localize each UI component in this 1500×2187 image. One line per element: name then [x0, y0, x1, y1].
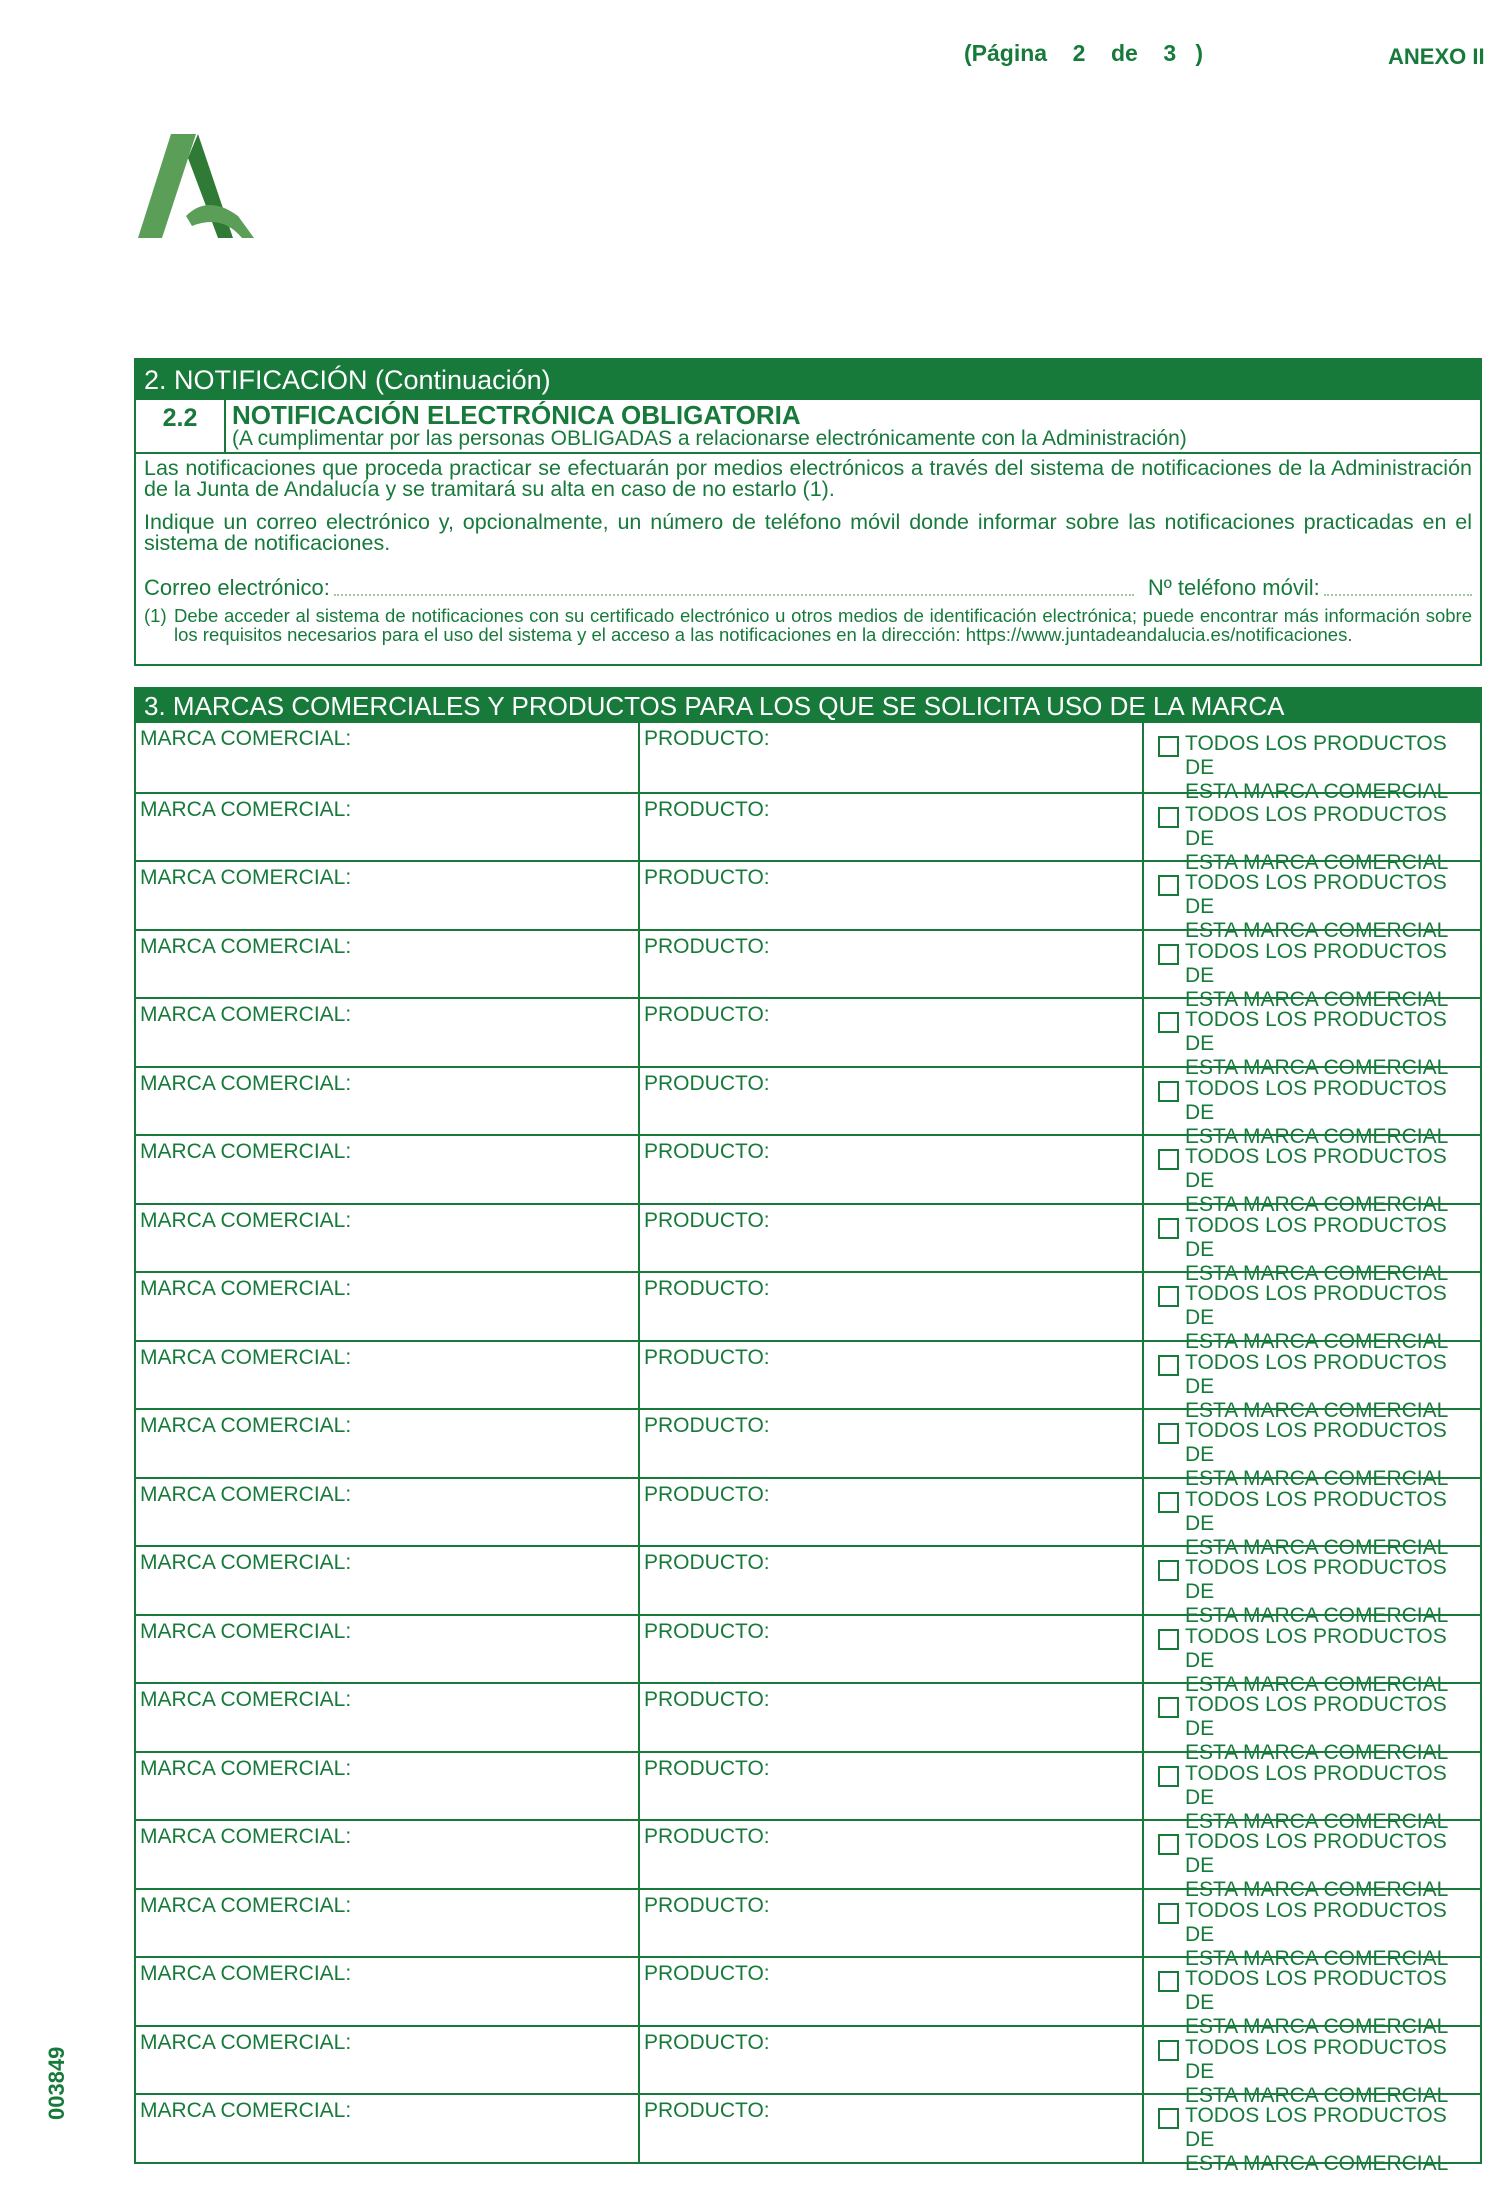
page-prefix: (Página [964, 40, 1048, 66]
brand-field[interactable] [136, 1410, 640, 1477]
table-row [136, 929, 1480, 1011]
all-products-label: TODOS LOS PRODUCTOS DE ESTA MARCA COMERCIAL [1185, 2035, 1449, 2107]
product-label: PRODUCTO: [644, 727, 770, 750]
email-label: Correo electrónico: [144, 575, 330, 600]
all-products-checkbox[interactable] [1158, 807, 1179, 828]
section-2-header: 2. NOTIFICACIÓN (Continuación) [136, 360, 1480, 400]
all-products-option [1144, 1342, 1480, 1422]
product-label: PRODUCTO: [644, 1277, 770, 1300]
all-products-option [1144, 1479, 1480, 1559]
all-products-option [1144, 999, 1480, 1079]
product-field[interactable] [640, 1958, 1144, 2025]
product-field[interactable] [640, 1547, 1144, 1614]
subsection-2-2 [136, 400, 1480, 454]
all-products-option [1144, 1068, 1480, 1148]
all-products-option [1144, 1958, 1480, 2038]
all-products-checkbox[interactable] [1158, 944, 1179, 965]
product-label: PRODUCTO: [644, 1414, 770, 1437]
brand-field[interactable] [136, 1958, 640, 2025]
subsection-description: (A cumplimentar por las personas OBLIGADAS a relacionarse electrónicamente con la Administración) [232, 427, 1187, 450]
notification-paragraph-1: Las notificaciones que proceda practicar se efectuarán por medios electrónicos a través del sistema de notificaciones de la Administración de la Junta de Andalucía y se tramitará su alta en caso de no estarlo (1). [144, 456, 1472, 501]
product-field[interactable] [640, 1273, 1144, 1340]
all-products-checkbox[interactable] [1158, 1081, 1179, 1102]
table-row [136, 860, 1480, 942]
product-field[interactable] [640, 1205, 1144, 1272]
product-label: PRODUCTO: [644, 1140, 770, 1163]
product-label: PRODUCTO: [644, 797, 770, 821]
brand-label: MARCA COMERCIAL: [140, 2030, 352, 2054]
section-3-header: 3. MARCAS COMERCIALES Y PRODUCTOS PARA LOS QUE SE SOLICITA USO DE LA MARCA [136, 689, 1480, 723]
brand-label: MARCA COMERCIAL: [140, 1756, 352, 1780]
brand-field[interactable] [136, 1479, 640, 1546]
product-label: PRODUCTO: [644, 1756, 770, 1780]
product-field[interactable] [640, 1479, 1144, 1546]
product-field[interactable] [640, 1136, 1144, 1203]
brand-label: MARCA COMERCIAL: [140, 1688, 352, 1711]
all-products-option [1144, 1205, 1480, 1285]
all-products-label: TODOS LOS PRODUCTOS DE ESTA MARCA COMERCIAL [1185, 732, 1449, 803]
all-products-checkbox[interactable] [1158, 1834, 1179, 1855]
all-products-label: TODOS LOS PRODUCTOS DE ESTA MARCA COMERCIAL [1185, 1967, 1449, 2038]
phone-field[interactable] [1324, 594, 1472, 596]
brand-field[interactable] [136, 1342, 640, 1409]
all-products-checkbox[interactable] [1158, 1766, 1179, 1787]
all-products-checkbox[interactable] [1158, 1149, 1179, 1170]
table-row [136, 2093, 1480, 2175]
product-label: PRODUCTO: [644, 1962, 770, 1985]
all-products-checkbox[interactable] [1158, 1423, 1179, 1444]
product-field[interactable] [640, 931, 1144, 998]
product-field[interactable] [640, 2027, 1144, 2094]
table-row [136, 1545, 1480, 1627]
section-brands-products [134, 687, 1482, 2175]
all-products-checkbox[interactable] [1158, 1560, 1179, 1581]
brand-label: MARCA COMERCIAL: [140, 866, 352, 889]
all-products-checkbox[interactable] [1158, 1218, 1179, 1239]
all-products-option [1144, 723, 1480, 803]
table-row [136, 2025, 1480, 2107]
brand-label: MARCA COMERCIAL: [140, 1414, 352, 1437]
footnote [144, 606, 1472, 644]
email-field[interactable] [334, 594, 1134, 596]
brand-field[interactable] [136, 2027, 640, 2094]
product-field[interactable] [640, 999, 1144, 1066]
all-products-label: TODOS LOS PRODUCTOS DE ESTA MARCA COMERCIAL [1185, 1350, 1449, 1422]
page-suffix: ) [1195, 40, 1204, 66]
table-row [136, 997, 1480, 1079]
brand-product-table [136, 723, 1480, 2175]
brand-label: MARCA COMERCIAL: [140, 1140, 352, 1163]
all-products-label: TODOS LOS PRODUCTOS DE ESTA MARCA COMERCIAL [1185, 871, 1449, 942]
brand-field[interactable] [136, 1890, 640, 1957]
table-row [136, 1271, 1480, 1353]
footnote-mark: (1) [144, 605, 167, 626]
product-label: PRODUCTO: [644, 1619, 770, 1643]
product-label: PRODUCTO: [644, 934, 770, 958]
brand-label: MARCA COMERCIAL: [140, 1071, 352, 1095]
product-field[interactable] [640, 1890, 1144, 1957]
brand-field[interactable] [136, 2095, 640, 2162]
notification-paragraph-2: Indique un correo electrónico y, opcionalmente, un número de teléfono móvil donde informar sobre las notificaciones practicadas en el sistema de notificaciones. [144, 510, 1472, 555]
all-products-option [1144, 1616, 1480, 1696]
junta-andalucia-logo [138, 134, 254, 240]
brand-label: MARCA COMERCIAL: [140, 1551, 352, 1574]
product-label: PRODUCTO: [644, 1208, 770, 1232]
all-products-label: TODOS LOS PRODUCTOS DE ESTA MARCA COMERCIAL [1185, 1419, 1449, 1490]
brand-field[interactable] [136, 1136, 640, 1203]
all-products-label: TODOS LOS PRODUCTOS DE ESTA MARCA COMERCIAL [1185, 1898, 1449, 1970]
brand-field[interactable] [136, 1753, 640, 1820]
product-field[interactable] [640, 1616, 1144, 1683]
page-of: de [1111, 40, 1138, 66]
brand-field[interactable] [136, 1547, 640, 1614]
product-field[interactable] [640, 1821, 1144, 1888]
all-products-label: TODOS LOS PRODUCTOS DE ESTA MARCA COMERCIAL [1185, 1556, 1449, 1627]
all-products-option [1144, 1684, 1480, 1764]
product-field[interactable] [640, 2095, 1144, 2162]
brand-label: MARCA COMERCIAL: [140, 1345, 352, 1369]
product-label: PRODUCTO: [644, 2099, 770, 2122]
brand-field[interactable] [136, 1273, 640, 1340]
page-current: 2 [1072, 40, 1086, 66]
brand-field[interactable] [136, 1068, 640, 1135]
product-field[interactable] [640, 862, 1144, 929]
all-products-option [1144, 1410, 1480, 1490]
brand-label: MARCA COMERCIAL: [140, 934, 352, 958]
all-products-checkbox[interactable] [1158, 875, 1179, 896]
all-products-option [1144, 1890, 1480, 1970]
all-products-checkbox[interactable] [1158, 1492, 1179, 1513]
brand-label: MARCA COMERCIAL: [140, 1619, 352, 1643]
all-products-label: TODOS LOS PRODUCTOS DE ESTA MARCA COMERCIAL [1185, 1076, 1449, 1148]
all-products-checkbox[interactable] [1158, 1286, 1179, 1307]
all-products-checkbox[interactable] [1158, 1012, 1179, 1033]
page-indicator [964, 40, 1203, 67]
all-products-checkbox[interactable] [1158, 2108, 1179, 2129]
brand-label: MARCA COMERCIAL: [140, 727, 352, 750]
table-row [136, 1340, 1480, 1422]
brand-label: MARCA COMERCIAL: [140, 1893, 352, 1917]
all-products-checkbox[interactable] [1158, 1971, 1179, 1992]
product-label: PRODUCTO: [644, 1688, 770, 1711]
product-label: PRODUCTO: [644, 1825, 770, 1848]
all-products-label: TODOS LOS PRODUCTOS DE ESTA MARCA COMERCIAL [1185, 1487, 1449, 1559]
all-products-label: TODOS LOS PRODUCTOS DE ESTA MARCA COMERCIAL [1185, 1145, 1449, 1216]
product-field[interactable] [640, 1753, 1144, 1820]
all-products-label: TODOS LOS PRODUCTOS DE ESTA MARCA COMERCIAL [1185, 1830, 1449, 1901]
brand-label: MARCA COMERCIAL: [140, 1482, 352, 1506]
table-row [136, 1203, 1480, 1285]
table-row [136, 1134, 1480, 1216]
product-field[interactable] [640, 1684, 1144, 1751]
all-products-label: TODOS LOS PRODUCTOS DE ESTA MARCA COMERCIAL [1185, 1693, 1449, 1764]
all-products-checkbox[interactable] [1158, 1903, 1179, 1924]
all-products-label: TODOS LOS PRODUCTOS DE ESTA MARCA COMERCIAL [1185, 1624, 1449, 1696]
all-products-label: TODOS LOS PRODUCTOS DE ESTA MARCA COMERCIAL [1185, 1213, 1449, 1285]
all-products-option [1144, 1547, 1480, 1627]
product-label: PRODUCTO: [644, 1551, 770, 1574]
table-row [136, 1614, 1480, 1696]
all-products-option [1144, 862, 1480, 942]
all-products-checkbox[interactable] [1158, 1629, 1179, 1650]
all-products-option [1144, 1273, 1480, 1353]
all-products-label: TODOS LOS PRODUCTOS DE ESTA MARCA COMERCIAL [1185, 1282, 1449, 1353]
brand-label: MARCA COMERCIAL: [140, 1962, 352, 1985]
all-products-checkbox[interactable] [1158, 2040, 1179, 2061]
product-field[interactable] [640, 1342, 1144, 1409]
table-row [136, 792, 1480, 874]
all-products-option [1144, 1821, 1480, 1901]
subsection-number: 2.2 [136, 400, 226, 452]
product-label: PRODUCTO: [644, 1003, 770, 1026]
section-notification [134, 358, 1482, 666]
all-products-label: TODOS LOS PRODUCTOS DE ESTA MARCA COMERCIAL [1185, 802, 1449, 874]
all-products-checkbox[interactable] [1158, 736, 1179, 757]
all-products-checkbox[interactable] [1158, 1355, 1179, 1376]
product-label: PRODUCTO: [644, 1893, 770, 1917]
phone-label: Nº teléfono móvil: [1147, 575, 1320, 600]
all-products-option [1144, 794, 1480, 874]
brand-label: MARCA COMERCIAL: [140, 1277, 352, 1300]
all-products-label: TODOS LOS PRODUCTOS DE ESTA MARCA COMERCIAL [1185, 2104, 1449, 2175]
all-products-option [1144, 1753, 1480, 1833]
brand-field[interactable] [136, 931, 640, 998]
table-row [136, 1408, 1480, 1490]
table-row [136, 723, 1480, 803]
all-products-checkbox[interactable] [1158, 1697, 1179, 1718]
brand-label: MARCA COMERCIAL: [140, 797, 352, 821]
table-row [136, 1751, 1480, 1833]
brand-field[interactable] [136, 1684, 640, 1751]
table-row [136, 1477, 1480, 1559]
product-label: PRODUCTO: [644, 1482, 770, 1506]
form-code: 003849 [44, 2046, 69, 2120]
all-products-label: TODOS LOS PRODUCTOS DE ESTA MARCA COMERCIAL [1185, 1761, 1449, 1833]
page-total: 3 [1163, 40, 1177, 66]
table-row [136, 1066, 1480, 1148]
brand-label: MARCA COMERCIAL: [140, 1208, 352, 1232]
brand-field[interactable] [136, 1821, 640, 1888]
brand-field[interactable] [136, 723, 640, 792]
product-label: PRODUCTO: [644, 2030, 770, 2054]
all-products-option [1144, 2027, 1480, 2107]
brand-field[interactable] [136, 1616, 640, 1683]
table-row [136, 1888, 1480, 1970]
all-products-option [1144, 931, 1480, 1011]
annex-label: ANEXO II [1388, 44, 1485, 69]
subsection-title: NOTIFICACIÓN ELECTRÓNICA OBLIGATORIA [232, 400, 801, 430]
all-products-option [1144, 1136, 1480, 1216]
product-field[interactable] [640, 1410, 1144, 1477]
brand-label: MARCA COMERCIAL: [140, 1003, 352, 1026]
all-products-label: TODOS LOS PRODUCTOS DE ESTA MARCA COMERCIAL [1185, 939, 1449, 1011]
table-row [136, 1819, 1480, 1901]
all-products-option [1144, 2095, 1480, 2175]
brand-field[interactable] [136, 794, 640, 861]
table-row [136, 1682, 1480, 1764]
brand-label: MARCA COMERCIAL: [140, 2099, 352, 2122]
brand-label: MARCA COMERCIAL: [140, 1825, 352, 1848]
product-label: PRODUCTO: [644, 1071, 770, 1095]
brand-field[interactable] [136, 999, 640, 1066]
product-label: PRODUCTO: [644, 1345, 770, 1369]
table-row [136, 1956, 1480, 2038]
product-field[interactable] [640, 794, 1144, 861]
brand-field[interactable] [136, 862, 640, 929]
all-products-label: TODOS LOS PRODUCTOS DE ESTA MARCA COMERCIAL [1185, 1008, 1449, 1079]
footnote-text: Debe acceder al sistema de notificaciones con su certificado electrónico u otros medios de identificación electrónica; puede encontrar más información sobre los requisitos necesarios para el uso del sistema y el acceso a las notificaciones en la dirección: https://www.juntadeandalucia.es/notificaciones. [174, 605, 1472, 645]
brand-field[interactable] [136, 1205, 640, 1272]
product-field[interactable] [640, 1068, 1144, 1135]
product-field[interactable] [640, 723, 1144, 792]
product-label: PRODUCTO: [644, 866, 770, 889]
